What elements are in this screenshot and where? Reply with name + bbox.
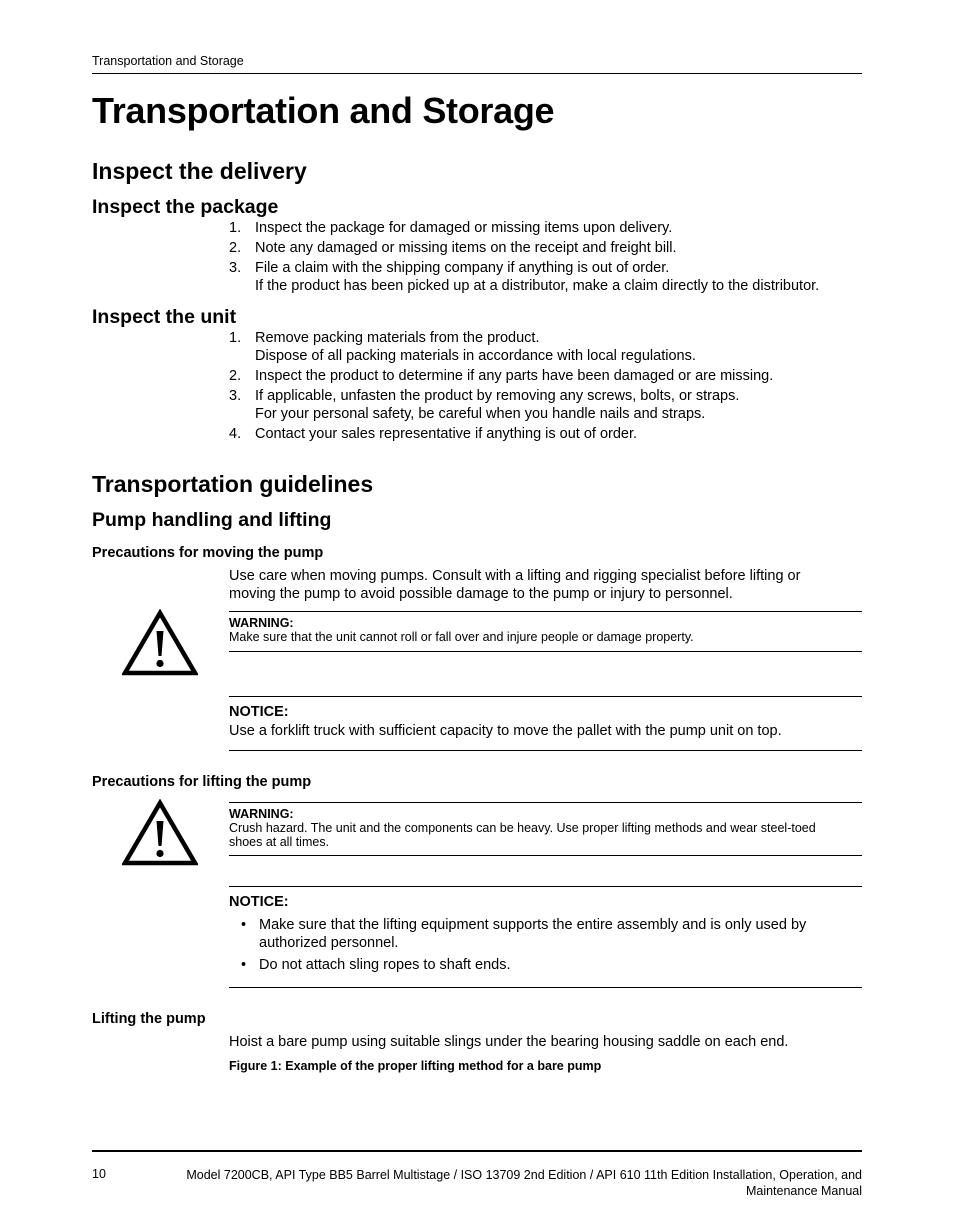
heading-lifting-pump: Lifting the pump [92,1011,206,1027]
package-steps [229,219,819,295]
lifting-text: Hoist a bare pump using suitable slings under the bearing housing saddle on each end. [229,1034,789,1050]
subsection-pump-handling: Pump handling and lifting [92,509,332,531]
warning-top-rule [229,802,862,803]
warning-text: Make sure that the unit cannot roll or fall over and injure people or damage property. [229,630,694,644]
bullet-point: • [241,957,247,973]
section-inspect-delivery: Inspect the delivery [92,158,307,184]
list-item: 1. Remove packing materials from the product. Dispose of all packing materials in accordance with local regulations. [229,330,696,364]
list-item: 3. If applicable, unfasten the product by removing any screws, bolts, or straps. For your personal safety, be careful when you handle nails and straps. [229,388,740,422]
list-item: 2. Note any damaged or missing items on the receipt and freight bill. [229,240,677,256]
figure-caption: Figure 1: Example of the proper lifting method for a bare pump [229,1059,602,1073]
subsection-inspect-package: Inspect the package [92,196,279,218]
warning-bottom-rule [229,855,862,856]
header-rule [92,73,862,74]
list-item: 2. Inspect the product to determine if any parts have been damaged or are missing. [229,368,774,384]
page-title: Transportation and Storage [92,90,555,131]
subsection-inspect-unit: Inspect the unit [92,306,237,328]
list-item: • Make sure that the lifting equipment supports the entire assembly and is only used by authorized personnel. [241,917,807,951]
footer-rule [92,1150,862,1152]
warning-top-rule [229,611,862,612]
warning-bottom-rule [229,651,862,652]
notice-label: NOTICE: [229,704,289,720]
heading-lifting-precautions: Precautions for lifting the pump [92,774,312,790]
list-item: • Do not attach sling ropes to shaft ends. [241,957,511,973]
running-header: Transportation and Storage [92,54,244,68]
notice-top-rule [229,696,862,697]
list-item: 4. Contact your sales representative if anything is out of order. [229,426,638,442]
notice-bullets [229,916,849,978]
page-number: 10 [92,1167,106,1181]
notice-label: NOTICE: [229,894,289,910]
section-transportation-guidelines: Transportation guidelines [92,471,374,497]
warning-text: Crush hazard. The unit and the components can be heavy. Use proper lifting methods and wear steel-toed shoes at all times. [229,821,816,849]
heading-moving-precautions: Precautions for moving the pump [92,545,324,561]
list-item: 1. Inspect the package for damaged or missing items upon delivery. [229,220,673,236]
list-item: 3. File a claim with the shipping company if anything is out of order. If the product has been picked up at a distributor, make a claim directly to the distributor. [229,260,820,294]
notice-bottom-rule [229,750,862,751]
bullet-point: • [241,917,247,933]
warning-triangle-icon [122,609,198,677]
notice-bottom-rule [229,987,862,988]
moving-intro: Use care when moving pumps. Consult with a lifting and rigging specialist before lifting or moving the pump to avoid possible damage to the pump or injury to personnel. [229,568,801,602]
warning-triangle-icon [122,799,198,867]
warning-label: WARNING: [229,807,294,821]
footer-manual-title: Model 7200CB, API Type BB5 Barrel Multistage / ISO 13709 2nd Edition / API 610 11th Edition Installation, Operation, and Maintenance Manual [186,1168,862,1198]
unit-steps [229,329,773,443]
notice-top-rule [229,886,862,887]
warning-label: WARNING: [229,616,294,630]
notice-text: Use a forklift truck with sufficient capacity to move the pallet with the pump unit on top. [229,723,782,739]
